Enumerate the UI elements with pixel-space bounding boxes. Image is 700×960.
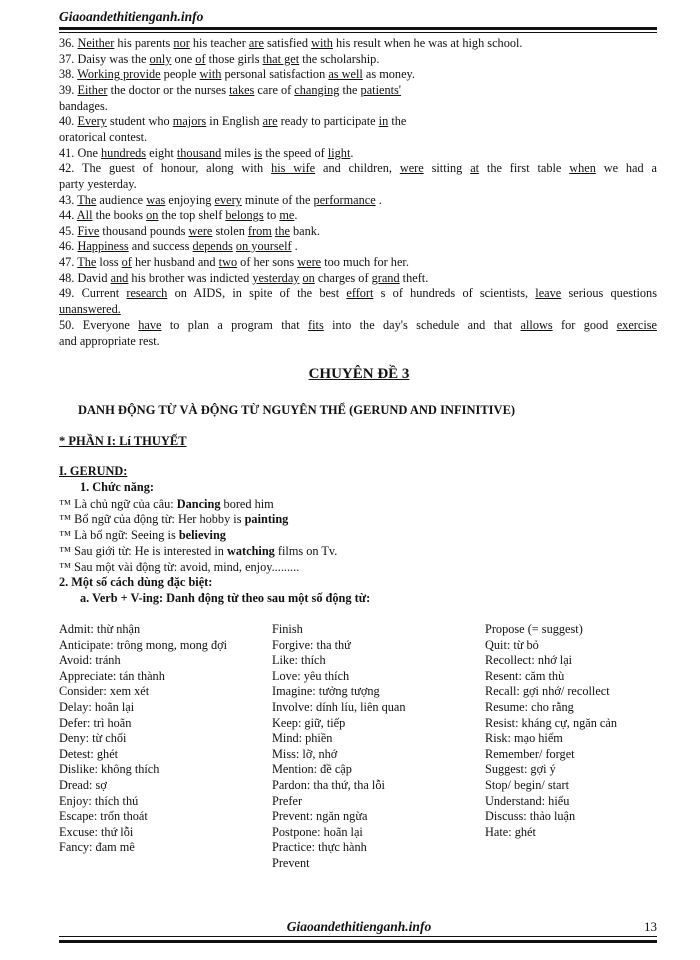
verb-entry: Resent: căm thù xyxy=(485,668,565,683)
chapter-title: CHUYÊN ĐỀ 3 xyxy=(308,366,410,382)
underlined-word: performance xyxy=(313,193,376,207)
verb-entry: Propose (= suggest) xyxy=(485,622,583,636)
verb-entry: Excuse: thứ lỗi xyxy=(59,824,134,839)
sentence-line: 41. One hundreds eight thousand miles is the speed of light. xyxy=(59,146,354,160)
underlined-word: is xyxy=(254,146,263,160)
underlined-word: were xyxy=(188,224,213,238)
underlined-word: are xyxy=(248,36,264,50)
header-rule-thin xyxy=(59,32,657,33)
verb-entry: Pardon: tha thứ, tha lỗi xyxy=(272,777,385,792)
underlined-word: were xyxy=(297,255,322,269)
verb-entry: Deny: từ chối xyxy=(59,731,127,746)
header-rule xyxy=(59,27,657,30)
verb-entry: Recall: gợi nhớ/ recollect xyxy=(485,684,610,699)
sentence-line: 49. Current research on AIDS, in spite of the best effort s of hundreds of scientists, leave serious questions xyxy=(59,286,657,300)
sentence-line: oratorical contest. xyxy=(59,130,148,144)
underlined-word: of xyxy=(121,255,132,269)
underlined-word: and xyxy=(110,271,129,285)
bold-word: painting xyxy=(244,512,289,526)
underlined-word: that get xyxy=(262,52,300,66)
underlined-word: allows xyxy=(520,318,553,332)
function-item: ™ Sau giới từ: He is interested in watching films on Tv. xyxy=(59,544,338,558)
function-item: ™ Là bổ ngữ: Seeing is believing xyxy=(59,528,226,542)
verb-entry: Imagine: tưởng tượng xyxy=(272,684,380,699)
underlined-word: Working provide xyxy=(77,67,161,81)
bold-word: watching xyxy=(226,544,275,558)
underlined-word: at xyxy=(470,161,480,175)
function-item: ™ Là chủ ngữ của câu: Dancing bored him xyxy=(59,497,274,511)
page-number: 13 xyxy=(644,919,657,934)
verb-entry: Practice: thực hành xyxy=(272,840,367,855)
underlined-word: on xyxy=(146,208,159,222)
verb-entry: Suggest: gợi ý xyxy=(485,762,556,777)
sentence-line: and appropriate rest. xyxy=(59,334,160,348)
footer-rule xyxy=(59,940,657,943)
sentence-line: 43. The audience was enjoying every minute of the performance . xyxy=(59,193,382,207)
underlined-word: Every xyxy=(77,114,107,128)
verb-entry: Mind: phiền xyxy=(272,731,333,746)
underlined-word: Neither xyxy=(77,36,115,50)
underlined-word: The xyxy=(77,193,97,207)
sentence-line: 39. Either the doctor or the nurses takes care of changing the patients' xyxy=(59,83,402,97)
verb-entry: Stop/ begin/ start xyxy=(485,777,570,792)
verb-entry: Escape: trốn thoát xyxy=(59,809,148,824)
underlined-word: The xyxy=(77,255,97,269)
underlined-word: thousand xyxy=(176,146,222,160)
verb-entry: Risk: mạo hiểm xyxy=(485,731,563,746)
verb-entry: Enjoy: thích thú xyxy=(59,793,139,808)
underlined-word: takes xyxy=(229,83,255,97)
underlined-word: nor xyxy=(173,36,190,50)
verb-entry: Defer: trì hoãn xyxy=(59,715,132,730)
underlined-word: have xyxy=(138,318,162,332)
verb-entry: Delay: hoãn lại xyxy=(59,699,135,714)
verb-entry: Anticipate: trông mong, mong đợi xyxy=(59,637,228,652)
bold-word: Dancing xyxy=(176,497,221,511)
underlined-word: the xyxy=(274,224,290,238)
underlined-word: from xyxy=(247,224,272,238)
verb-entry: Love: yêu thích xyxy=(272,668,350,683)
verb-entry: Avoid: tránh xyxy=(59,653,121,668)
underlined-word: majors xyxy=(172,114,207,128)
chapter-subtitle: DANH ĐỘNG TỪ VÀ ĐỘNG TỪ NGUYÊN THỂ (GERUND AND INFINITIVE) xyxy=(78,403,516,417)
underlined-word: Happiness xyxy=(77,239,129,253)
sentence-line xyxy=(59,302,657,318)
underlined-word: every xyxy=(214,193,242,207)
underlined-word: changing xyxy=(294,83,340,97)
function-item: ™ Bổ ngữ của động từ: Her hobby is painting xyxy=(59,512,289,526)
verb-entry: Appreciate: tán thành xyxy=(59,668,165,683)
sentence-line: 50. Everyone have to plan a program that fits into the day's schedule and that allows for good exercise xyxy=(59,318,657,332)
header-site-title: Giaoandethitienganh.info xyxy=(59,9,204,24)
verb-entry: Prefer xyxy=(272,793,303,808)
underlined-word: when xyxy=(569,161,596,175)
verb-entry: Dislike: không thích xyxy=(59,762,160,777)
verb-entry: Detest: ghét xyxy=(59,746,119,761)
underlined-word: unanswered. xyxy=(59,302,121,316)
underlined-word: his wife xyxy=(271,161,316,175)
underlined-word: belongs xyxy=(225,208,264,222)
verb-entry: Prevent: ngăn ngừa xyxy=(272,809,368,824)
section-heading: I. GERUND: xyxy=(59,464,128,478)
verb-entry: Miss: lỡ, nhớ xyxy=(272,746,338,761)
underlined-word: on xyxy=(302,271,315,285)
underlined-word: All xyxy=(76,208,93,222)
verb-entry: Resume: cho rằng xyxy=(485,699,574,714)
part-heading: * PHẦN I: Lí THUYẾT xyxy=(59,434,187,448)
sentence-line: 44. All the books on the top shelf belongs to me. xyxy=(59,208,298,222)
verb-entry: Discuss: thảo luận xyxy=(485,809,576,824)
verb-column-3 xyxy=(485,622,665,840)
underlined-word: Either xyxy=(77,83,108,97)
underlined-word: only xyxy=(149,52,172,66)
verb-entry: Finish xyxy=(272,622,303,636)
verb-entry: Postpone: hoãn lại xyxy=(272,824,363,839)
verb-entry: Fancy: đam mê xyxy=(59,840,135,855)
underlined-word: two xyxy=(218,255,238,269)
verb-column-2 xyxy=(272,622,472,872)
sentence-line: 40. Every student who majors in English are ready to participate in the xyxy=(59,114,407,128)
sentence-line: 38. Working provide people with personal satisfaction as well as money. xyxy=(59,67,415,81)
underlined-word: with xyxy=(199,67,222,81)
verb-entry: Dread: sợ xyxy=(59,777,107,792)
underlined-word: hundreds xyxy=(101,146,147,160)
underlined-word: research xyxy=(126,286,168,300)
underlined-word: leave xyxy=(535,286,562,300)
sentence-line: bandages. xyxy=(59,99,108,113)
underlined-word: light xyxy=(327,146,351,160)
verb-entry: Keep: giữ, tiếp xyxy=(272,715,346,730)
footer-rule-thin xyxy=(59,936,657,937)
underlined-word: me xyxy=(279,208,295,222)
verb-entry: Quit: từ bỏ xyxy=(485,637,539,652)
underlined-word: as well xyxy=(328,67,363,81)
verb-entry: Understand: hiểu xyxy=(485,793,570,808)
footer-site-title: Giaoandethitienganh.info xyxy=(286,919,432,934)
underlined-word: were xyxy=(399,161,424,175)
underlined-word: yesterday xyxy=(252,271,300,285)
underlined-word: in xyxy=(378,114,389,128)
sentence-line: 46. Happiness and success depends on yourself . xyxy=(59,239,298,253)
sentence-line: 37. Daisy was the only one of those girls that get the scholarship. xyxy=(59,52,380,66)
underlined-word: of xyxy=(195,52,206,66)
verb-entry: Consider: xem xét xyxy=(59,684,150,699)
verb-entry: Resist: kháng cự, ngăn cản xyxy=(485,715,617,730)
verb-entry: Hate: ghét xyxy=(485,824,536,839)
verb-entry: Admit: thừ nhận xyxy=(59,622,141,636)
sentence-line: 47. The loss of her husband and two of her sons were too much for her. xyxy=(59,255,409,269)
verb-entry: Recollect: nhớ lại xyxy=(485,653,573,668)
sentence-line: 42. The guest of honour, along with his wife and children, were sitting at the first table when we had a xyxy=(59,161,657,175)
usage-subheading: a. Verb + V-ing: Danh động từ theo sau một số động từ: xyxy=(80,591,371,605)
verb-entry: Prevent xyxy=(272,855,310,870)
verb-entry: Like: thích xyxy=(272,653,326,668)
underlined-word: fits xyxy=(308,318,324,332)
verb-column-1 xyxy=(59,622,259,856)
verb-entry: Mention: đề cập xyxy=(272,762,352,777)
underlined-word: effort xyxy=(346,286,374,300)
verb-entry: Involve: dính líu, liên quan xyxy=(272,699,406,714)
underlined-word: Five xyxy=(77,224,100,238)
sentence-line: 45. Five thousand pounds were stolen from the bank. xyxy=(59,224,320,238)
underlined-word: was xyxy=(146,193,166,207)
verb-entry: Remember/ forget xyxy=(485,746,575,761)
underlined-word: are xyxy=(262,114,278,128)
verb-entry: Forgive: tha thứ xyxy=(272,637,351,652)
usage-heading: 2. Một số cách dùng đặc biệt: xyxy=(59,575,213,589)
function-heading: 1. Chức năng: xyxy=(80,480,154,494)
function-item: ™ Sau một vài động từ: avoid, mind, enjoy......... xyxy=(59,560,300,574)
underlined-word: exercise xyxy=(616,318,657,332)
sentence-line: 36. Neither his parents nor his teacher are satisfied with his result when he was at high school. xyxy=(59,36,523,50)
sentence-line: party yesterday. xyxy=(59,177,137,191)
underlined-word: grand xyxy=(371,271,400,285)
underlined-word: patients' xyxy=(360,83,402,97)
bold-word: believing xyxy=(178,528,226,542)
sentence-line: 48. David and his brother was indicted yesterday on charges of grand theft. xyxy=(59,271,429,285)
underlined-word: on yourself xyxy=(235,239,292,253)
underlined-word: depends xyxy=(192,239,233,253)
underlined-word: with xyxy=(311,36,333,50)
